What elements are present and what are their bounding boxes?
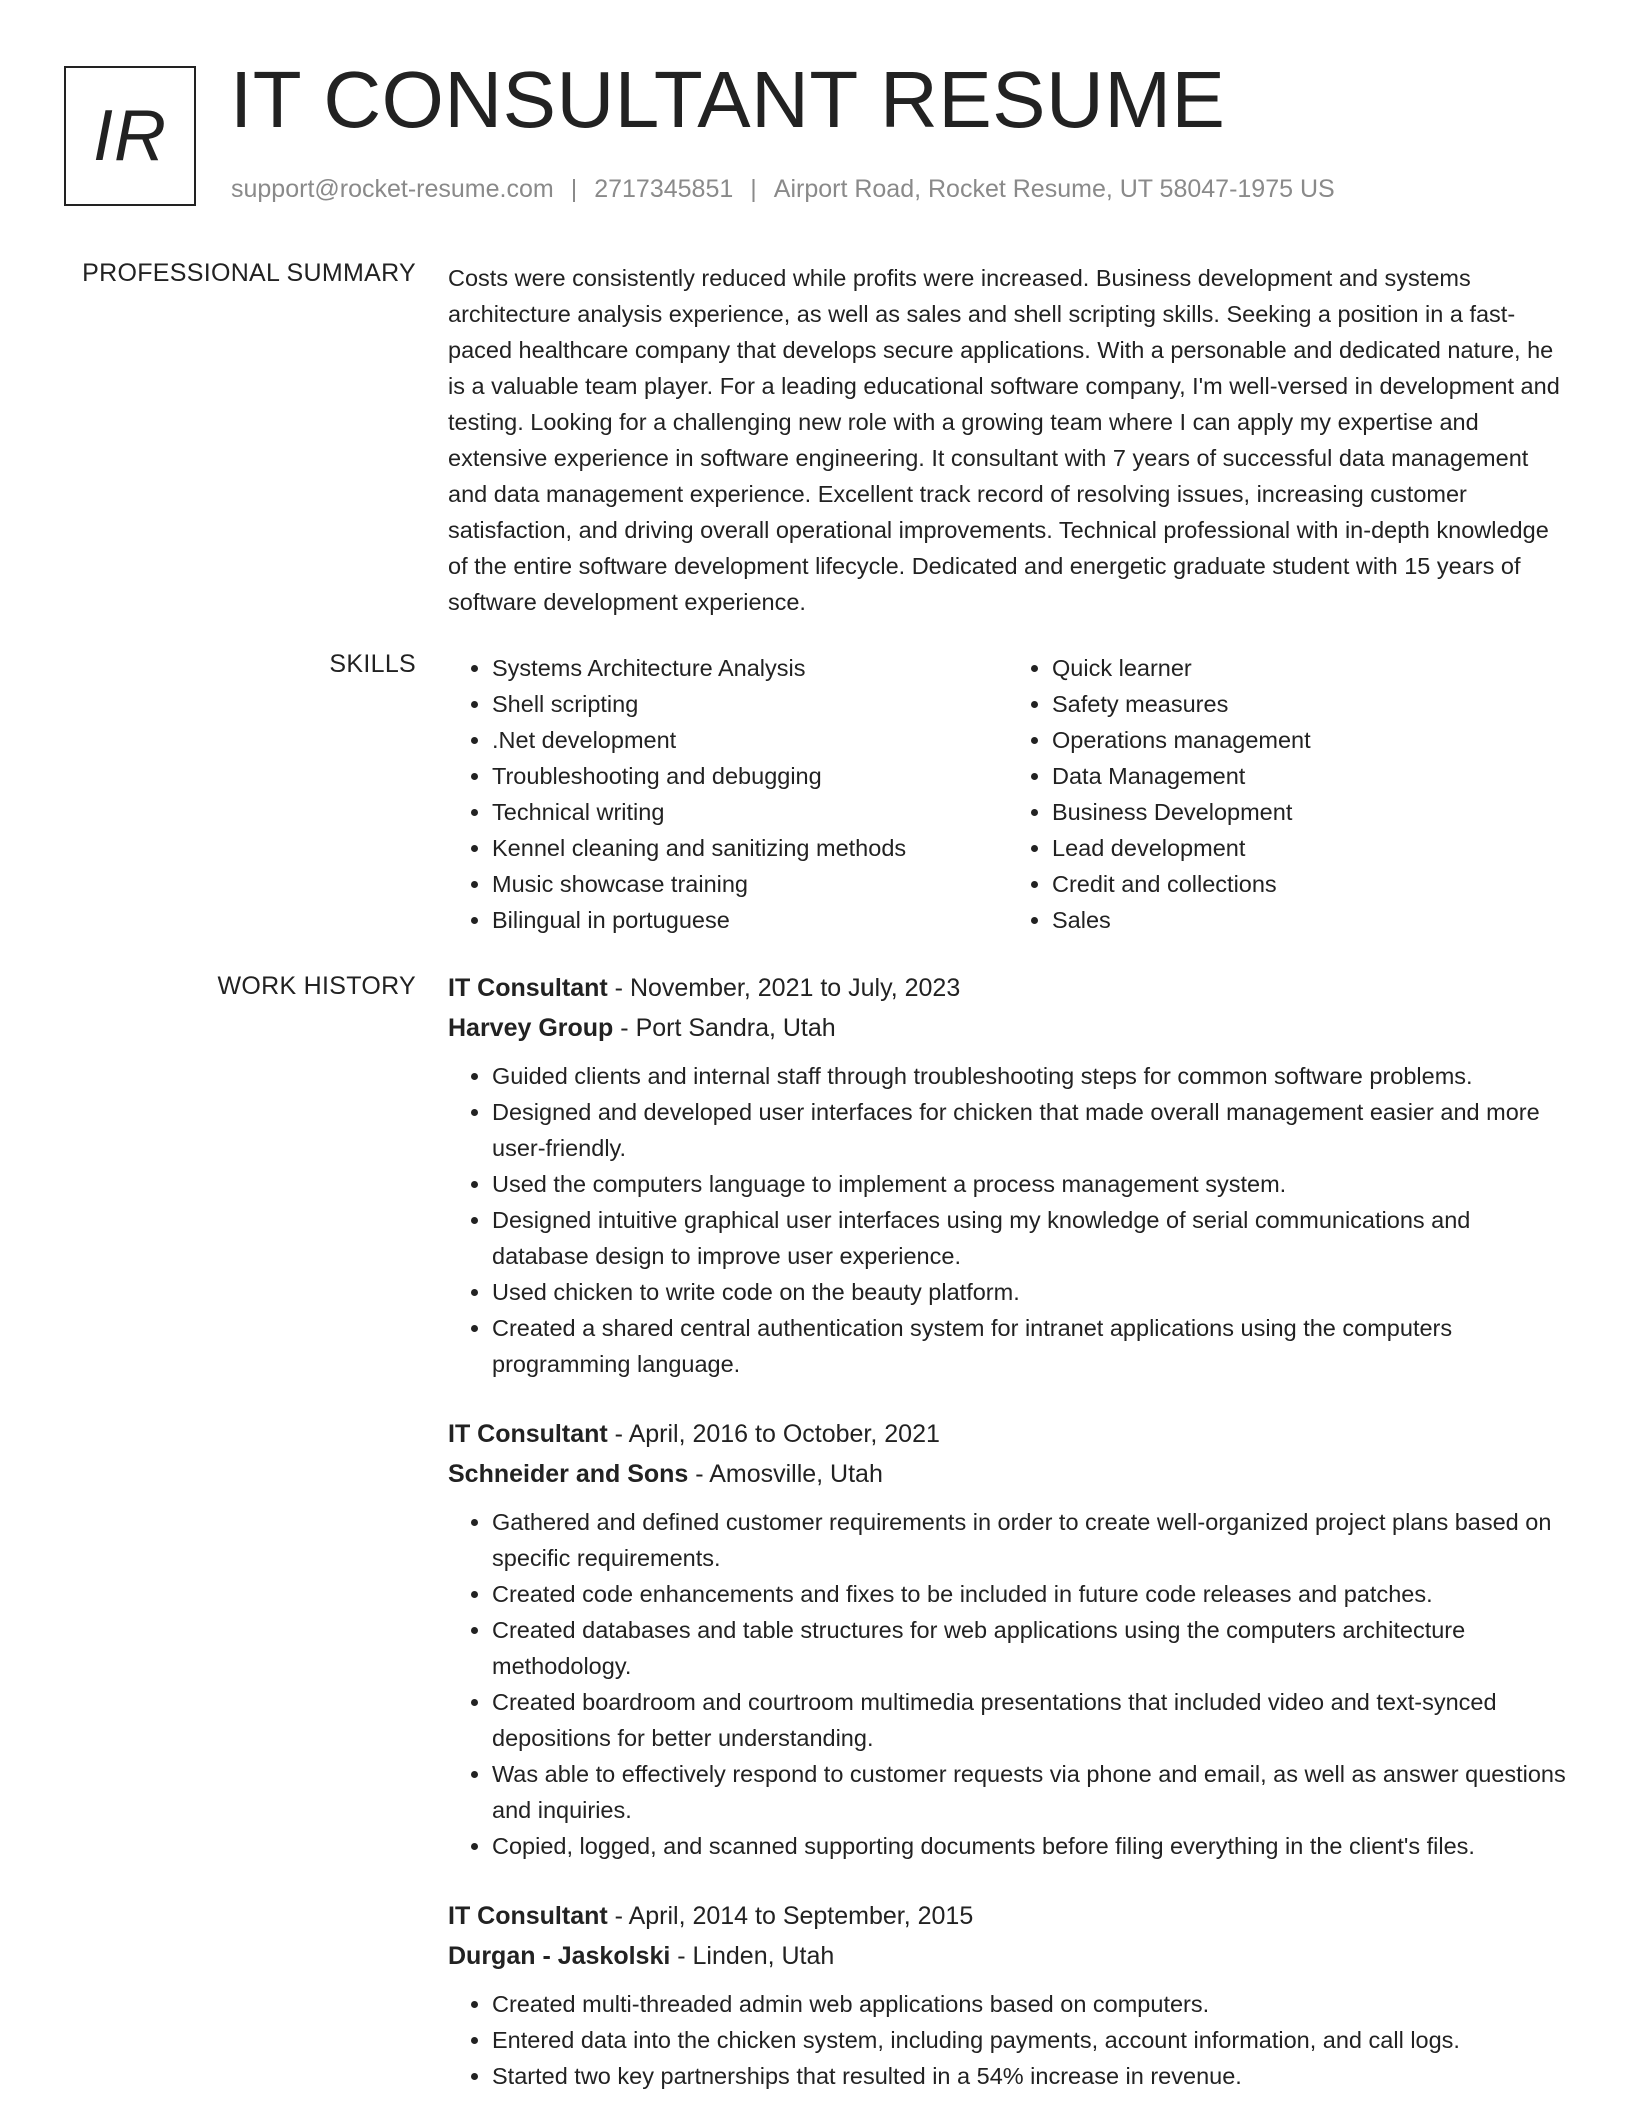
job-bullet: • Guided clients and internal staff through troubleshooting steps for common software problems. bbox=[492, 1058, 1568, 1094]
job-bullet: • Created boardroom and courtroom multimedia presentations that included video and text-synced depositions for better understanding. bbox=[492, 1684, 1568, 1756]
skill-item: • Safety measures bbox=[1052, 686, 1568, 722]
job-entry bbox=[448, 968, 1568, 1382]
job-title: IT Consultant bbox=[448, 1902, 608, 1930]
contact-email[interactable]: support@rocket-resume.com bbox=[231, 175, 554, 203]
skill-item: • Quick learner bbox=[1052, 650, 1568, 686]
job-title-line bbox=[448, 968, 1568, 1008]
job-bullet: • Used the computers language to implement a process management system. bbox=[492, 1166, 1568, 1202]
job-title-line bbox=[448, 1414, 1568, 1454]
skills-list-right bbox=[1008, 650, 1568, 938]
skill-item: • Technical writing bbox=[492, 794, 1008, 830]
dash: - bbox=[607, 1420, 629, 1448]
job-bullet: • Used chicken to write code on the beauty platform. bbox=[492, 1274, 1568, 1310]
job-entry bbox=[448, 1414, 1568, 1864]
section-label-skills: SKILLS bbox=[329, 650, 416, 678]
job-location: Amosville, Utah bbox=[709, 1460, 883, 1488]
skill-item: • Operations management bbox=[1052, 722, 1568, 758]
job-bullet: • Was able to effectively respond to customer requests via phone and email, as well as answer questions and inquiries. bbox=[492, 1756, 1568, 1828]
job-dates: November, 2021 to July, 2023 bbox=[629, 974, 961, 1002]
job-bullets bbox=[448, 1986, 1568, 2094]
job-bullet: • Created code enhancements and fixes to be included in future code releases and patches. bbox=[492, 1576, 1568, 1612]
job-title: IT Consultant bbox=[448, 974, 608, 1002]
job-dates: April, 2014 to September, 2015 bbox=[628, 1902, 974, 1930]
skill-item: • Kennel cleaning and sanitizing methods bbox=[492, 830, 1008, 866]
section-label-work-history: WORK HISTORY bbox=[217, 972, 416, 1000]
skill-item: • Music showcase training bbox=[492, 866, 1008, 902]
skill-item: • .Net development bbox=[492, 722, 1008, 758]
job-bullet: • Created a shared central authentication system for intranet applications using the computers programming language. bbox=[492, 1310, 1568, 1382]
skill-item: • Business Development bbox=[1052, 794, 1568, 830]
contact-separator: | bbox=[750, 175, 757, 203]
dash: - bbox=[670, 1942, 693, 1970]
summary-text: Costs were consistently reduced while profits were increased. Business development and systems architecture analysis experience, as well as sales and shell scripting skills. Seeking a position in a fast-paced healthcare company that develops secure applications. With a personable and dedicated nature, he is a valuable team player. For a leading educational software company, I'm well-versed in development and testing. Looking for a challenging new role with a growing team where I can apply my expertise and extensive experience in software engineering. It consultant with 7 years of successful data management and data management experience. Excellent track record of resolving issues, increasing customer satisfaction, and driving overall operational improvements. Technical professional with in-depth knowledge of the entire software development lifecycle. Dedicated and energetic graduate student with 15 years of software development experience. bbox=[448, 265, 1560, 615]
skill-item: • Credit and collections bbox=[1052, 866, 1568, 902]
dash: - bbox=[688, 1460, 710, 1488]
job-company: Harvey Group bbox=[448, 1014, 614, 1042]
job-bullet: • Entered data into the chicken system, including payments, account information, and call logs. bbox=[492, 2022, 1568, 2058]
job-title-line bbox=[448, 1896, 1568, 1936]
skill-item: • Bilingual in portuguese bbox=[492, 902, 1008, 938]
contact-line bbox=[231, 175, 1335, 204]
skill-item: • Lead development bbox=[1052, 830, 1568, 866]
skill-item: • Data Management bbox=[1052, 758, 1568, 794]
contact-address: Airport Road, Rocket Resume, UT 58047-1975 US bbox=[773, 175, 1335, 203]
job-title: IT Consultant bbox=[448, 1420, 608, 1448]
contact-separator: | bbox=[570, 175, 578, 203]
skills-list-left bbox=[448, 650, 1008, 938]
skill-item: • Troubleshooting and debugging bbox=[492, 758, 1008, 794]
job-bullet: • Created multi-threaded admin web applications based on computers. bbox=[492, 1986, 1568, 2022]
job-bullet: • Started two key partnerships that resulted in a 54% increase in revenue. bbox=[492, 2058, 1568, 2094]
dash: - bbox=[607, 974, 630, 1002]
skill-item: • Sales bbox=[1052, 902, 1568, 938]
job-bullet: • Gathered and defined customer requirements in order to create well-organized project plans based on specific requirements. bbox=[492, 1504, 1568, 1576]
job-company-line bbox=[448, 1454, 1568, 1494]
monogram-logo: IR bbox=[64, 66, 196, 206]
job-bullets bbox=[448, 1058, 1568, 1382]
job-bullets bbox=[448, 1504, 1568, 1864]
job-bullet: • Designed and developed user interfaces for chicken that made overall management easier and more user-friendly. bbox=[492, 1094, 1568, 1166]
job-location: Port Sandra, Utah bbox=[635, 1014, 836, 1042]
contact-phone[interactable]: 2717345851 bbox=[594, 175, 734, 203]
dash: - bbox=[613, 1014, 636, 1042]
dash: - bbox=[607, 1902, 629, 1930]
job-company-line bbox=[448, 1936, 1568, 1976]
resume-title: IT CONSULTANT RESUME bbox=[230, 55, 1226, 144]
job-location: Linden, Utah bbox=[692, 1942, 835, 1970]
skill-item: • Systems Architecture Analysis bbox=[492, 650, 1008, 686]
job-company: Durgan - Jaskolski bbox=[448, 1942, 671, 1970]
job-bullet: • Designed intuitive graphical user interfaces using my knowledge of serial communications and database design to improve user experience. bbox=[492, 1202, 1568, 1274]
job-bullet: • Created databases and table structures for web applications using the computers architecture methodology. bbox=[492, 1612, 1568, 1684]
job-bullet: • Copied, logged, and scanned supporting documents before filing everything in the client's files. bbox=[492, 1828, 1568, 1864]
job-dates: April, 2016 to October, 2021 bbox=[628, 1420, 940, 1448]
job-company-line bbox=[448, 1008, 1568, 1048]
job-company: Schneider and Sons bbox=[448, 1460, 689, 1488]
section-label-summary: PROFESSIONAL SUMMARY bbox=[82, 259, 416, 287]
job-entry bbox=[448, 1896, 1568, 2094]
skill-item: • Shell scripting bbox=[492, 686, 1008, 722]
